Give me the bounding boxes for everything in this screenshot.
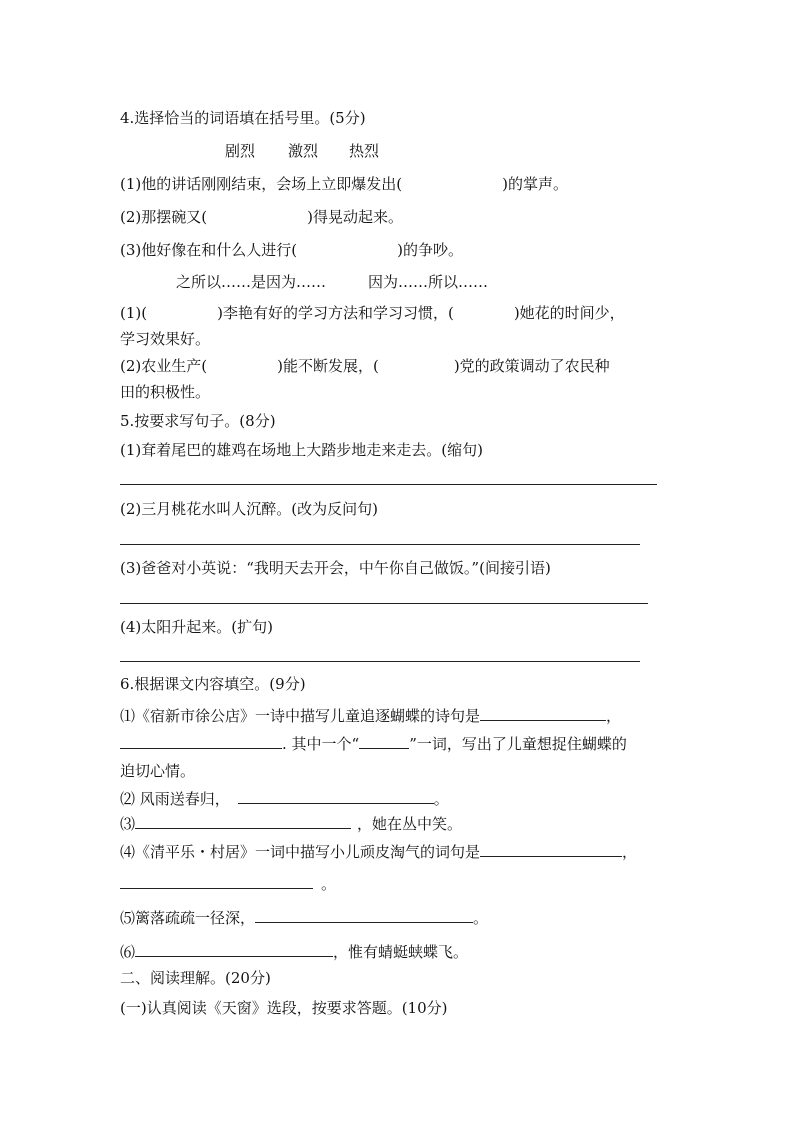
q4-title: 4.选择恰当的词语填在括号里。(5分)	[120, 109, 366, 127]
answer-blank[interactable]	[255, 907, 473, 923]
answer-blank[interactable]	[135, 813, 351, 829]
answer-line[interactable]	[120, 544, 640, 545]
answer-blank[interactable]	[359, 733, 409, 749]
q6-item-4: ⑷《清平乐・村居》一词中描写小儿顽皮淘气的词句是 ，	[120, 843, 638, 861]
q5-sentence-1: (1)耷着尾巴的雄鸡在场地上大踏步地走来走去。(缩句)	[120, 441, 483, 459]
word-bank-2	[176, 272, 488, 292]
q4-conn-item-2: (2)农业生产( )能不断发展，( )党的政策调动了农民种	[120, 357, 610, 375]
word-option: 激烈	[288, 142, 319, 160]
q4-item-3: (3)他好像在和什么人进行( )的争吵。	[120, 241, 463, 259]
q6-item-2: ⑵ 风雨送春归， 。	[120, 790, 449, 808]
answer-line[interactable]	[120, 484, 657, 485]
q4-conn-item-2-cont: 田的积极性。	[120, 383, 211, 401]
word-bank-1	[225, 141, 379, 161]
q6-item-1: ⑴《宿新市徐公店》一诗中描写儿童追逐蝴蝶的诗句是 ，	[120, 707, 622, 725]
q4-conn-item-1-cont: 学习效果好。	[120, 330, 211, 348]
section-2-subtitle: (一)认真阅读《天窗》选段，按要求答题。(10分)	[120, 999, 448, 1017]
word-option: 剧烈	[225, 142, 256, 160]
answer-blank[interactable]	[135, 941, 333, 957]
q4-item-2: (2)那摆碗又( )得晃动起来。	[120, 208, 403, 226]
section-2-title: 二、阅读理解。(20分)	[120, 969, 271, 987]
connective-option: 之所以……是因为……	[176, 273, 327, 291]
connective-option: 因为……所以……	[368, 273, 489, 291]
answer-line[interactable]	[120, 603, 648, 604]
q6-item-5: ⑸篱落疏疏一径深， 。	[120, 909, 489, 927]
q5-sentence-4: (4)太阳升起来。(扩句)	[120, 618, 273, 636]
q5-title: 5.按要求写句子。(8分)	[120, 412, 276, 430]
q6-item-1-cont: . 其中一个“ ”一词，写出了儿童想捉住蝴蝶的	[120, 733, 627, 754]
q6-item-6: ⑹ ，惟有蜻蜓蛱蝶飞。	[120, 943, 469, 961]
answer-line[interactable]	[120, 661, 640, 662]
answer-blank[interactable]	[480, 705, 606, 721]
q4-item-1: (1)他的讲话刚刚结束，会场上立即爆发出( )的掌声。	[120, 175, 568, 193]
answer-blank[interactable]	[238, 788, 434, 804]
q6-item-3: ⑶ ，她在丛中笑。	[120, 815, 463, 833]
q6-item-4-cont: 。	[120, 873, 336, 894]
q6-item-1-end: 迫切心情。	[120, 762, 196, 780]
answer-blank[interactable]	[120, 873, 313, 889]
q6-title: 6.根据课文内容填空。(9分)	[120, 675, 306, 693]
q5-sentence-3: (3)爸爸对小英说：“我明天去开会，中午你自己做饭。”(间接引语)	[120, 559, 551, 577]
q5-sentence-2: (2)三月桃花水叫人沉醉。(改为反问句)	[120, 500, 378, 518]
answer-blank[interactable]	[120, 733, 282, 749]
answer-blank[interactable]	[480, 841, 622, 857]
q4-conn-item-1: (1)( )李艳有好的学习方法和学习习惯，( )她花的时间少，	[120, 304, 625, 322]
word-option: 热烈	[349, 142, 380, 160]
